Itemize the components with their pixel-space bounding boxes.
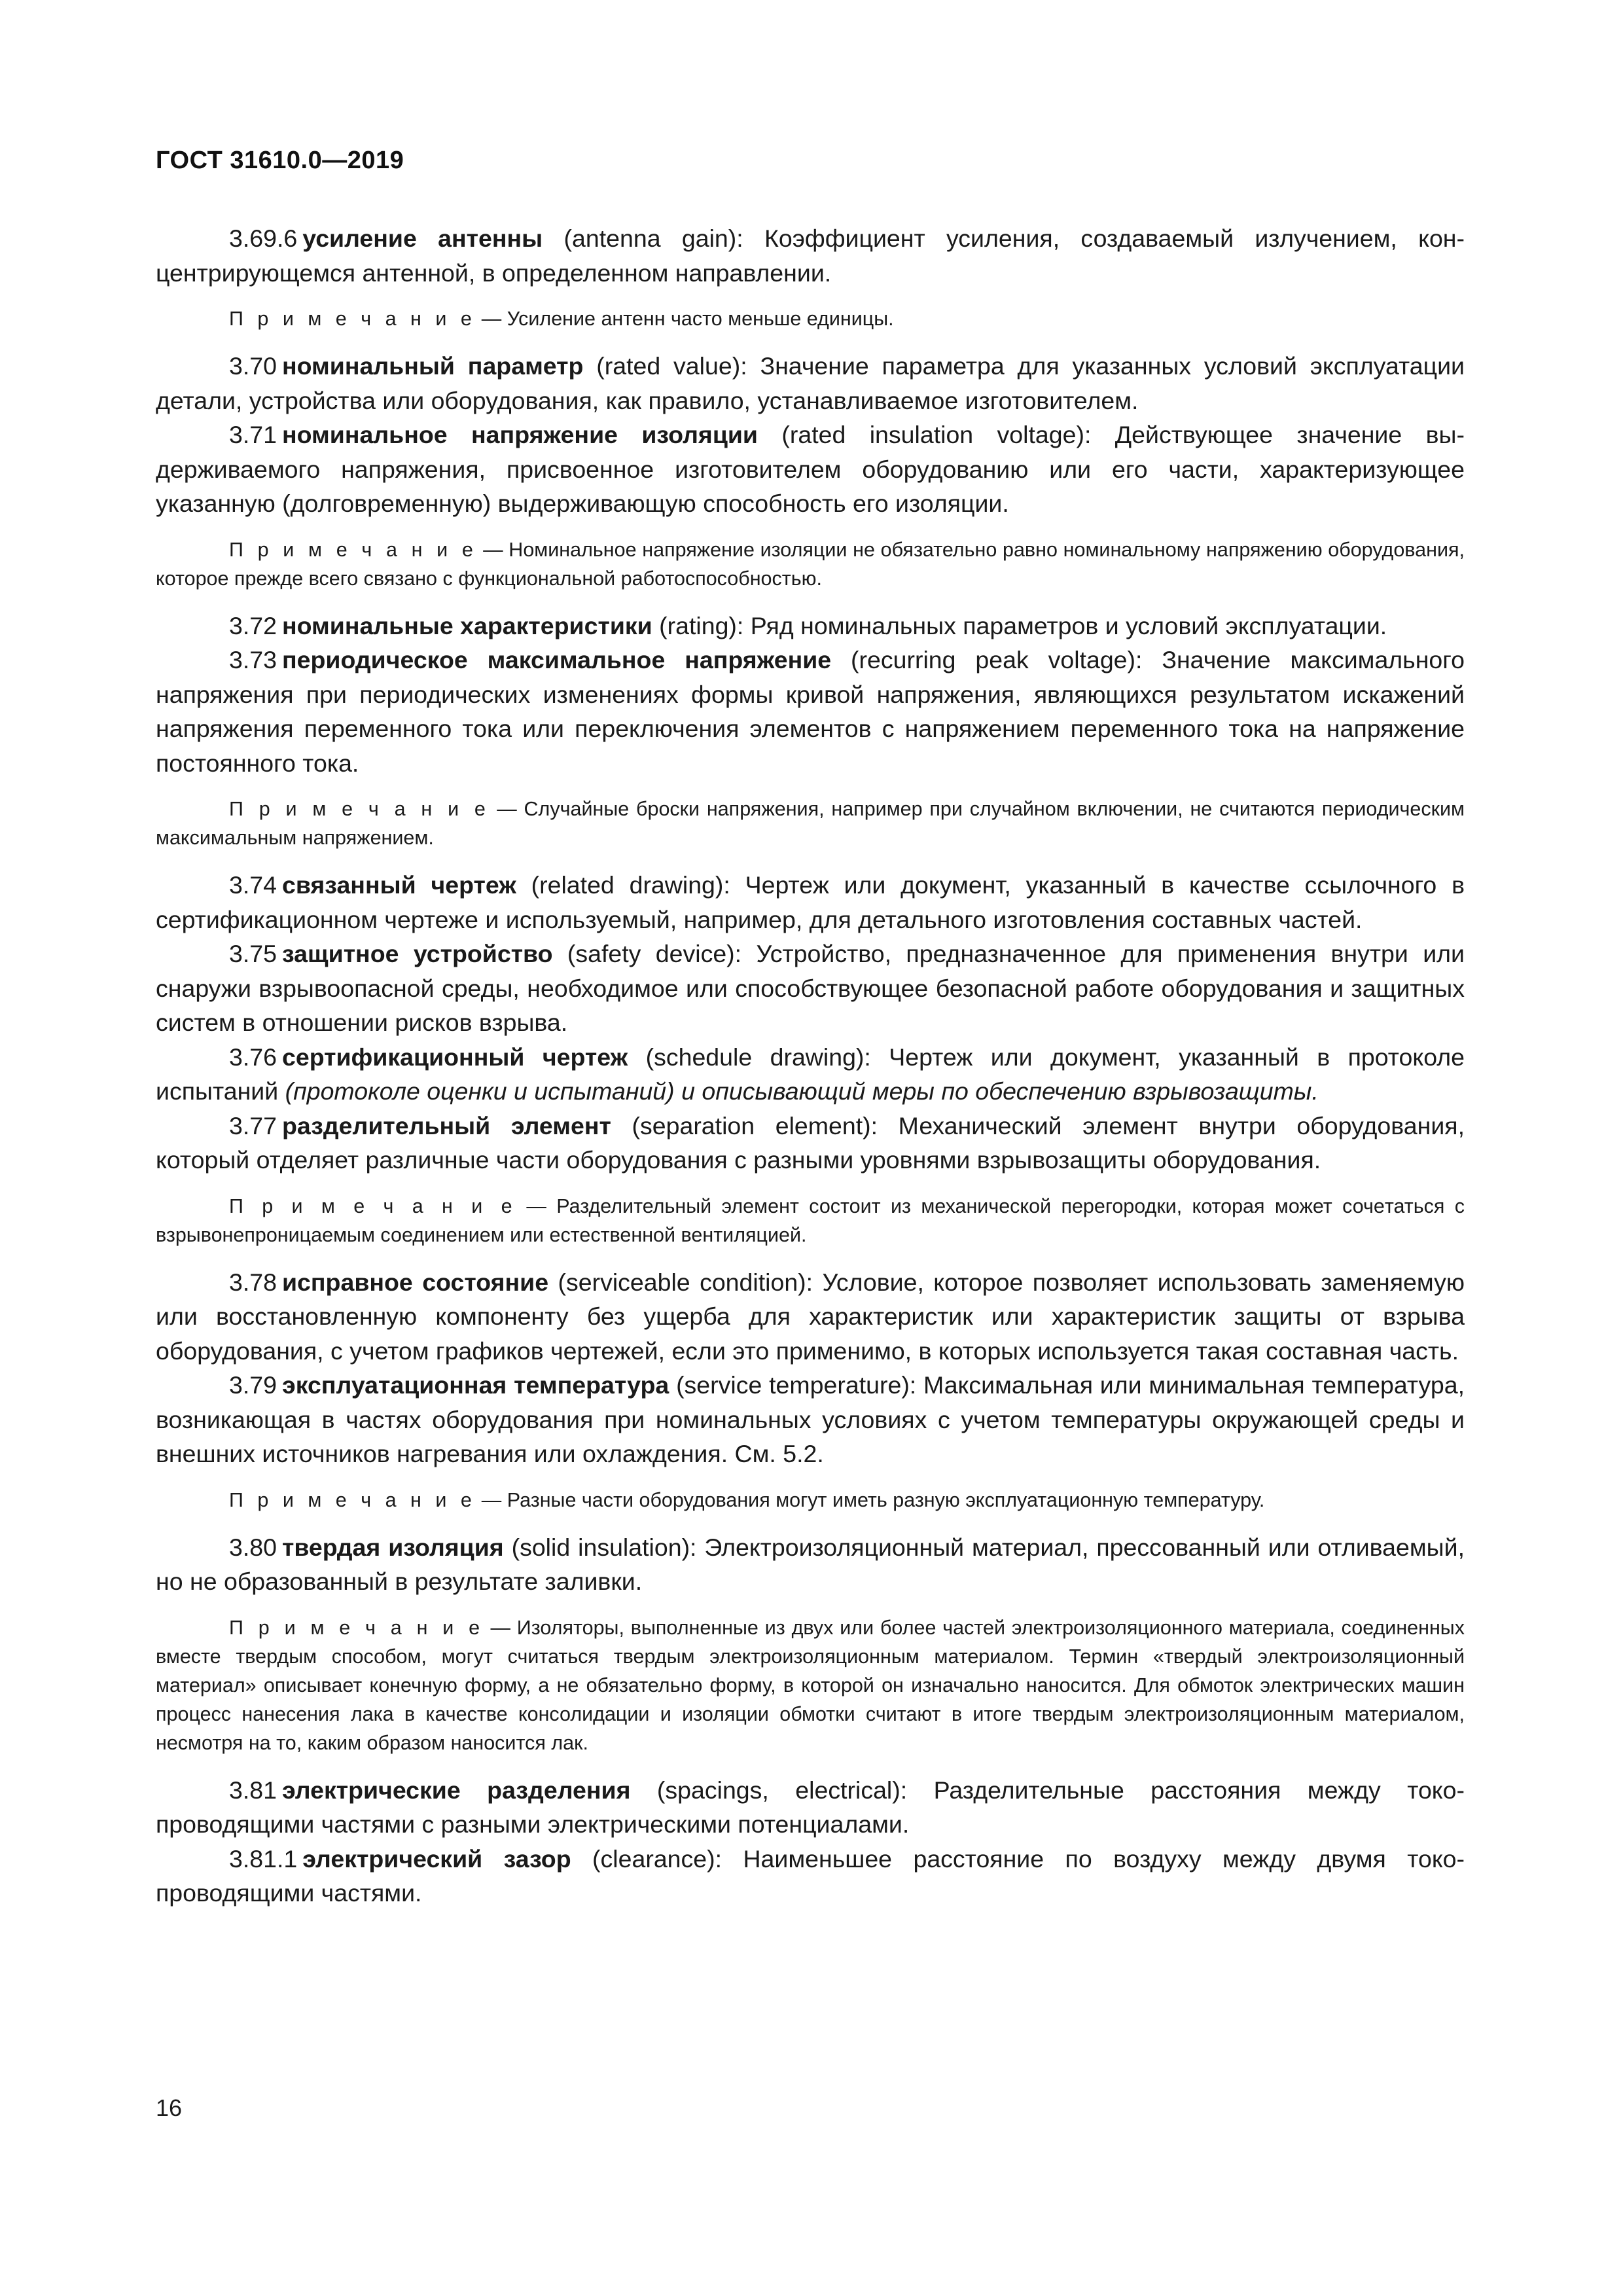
- term-name: эксплуатационная температура: [282, 1371, 669, 1399]
- clause-number: 3.79: [229, 1371, 277, 1399]
- clause-number: 3.75: [229, 940, 277, 967]
- term-definition: (recurring peak voltage): Значение максимального напряжения при периодических изменениях формы кривой напряжения, являющихся результатом искажений напряжения переменного тока или переключения элементов с напряжением переменного тока на напряжение постоянного тока.: [156, 646, 1465, 777]
- clause-number: 3.72: [229, 611, 277, 639]
- term-name: номинальный параметр: [282, 352, 584, 380]
- term-name: твердая изоляция: [282, 1533, 504, 1561]
- note-label: П р и м е ч а н и е: [229, 538, 478, 561]
- clause-number: 3.71: [229, 421, 277, 448]
- term-definition: (rating): Ряд номинальных параметров и условий эксплуатации.: [652, 611, 1387, 639]
- term-name: электрические разделения: [282, 1776, 631, 1804]
- term-definition: (clearance): Наименьшее расстояние по воздуху между двумя токопроводящими частями.: [156, 1844, 1465, 1907]
- term-definition: (rated insulation voltage): Действующее значение выдерживаемого напряжения, присвоенное изготовителем оборудованию или его части, характеризующее указанную (долговременную) выдерживающую способность его изоляции.: [156, 421, 1465, 517]
- term-name: номинальные характеристики: [282, 611, 652, 639]
- term-entry-3-78: [156, 1265, 1465, 1369]
- note-text: — Разные части оборудования могут иметь разную эксплуатационную температуру.: [476, 1488, 1265, 1511]
- term-entry-3-70: [156, 349, 1465, 418]
- term-entry-3-69-6: [156, 221, 1465, 290]
- term-entry-3-77: [156, 1109, 1465, 1177]
- clause-number: 3.74: [229, 871, 277, 899]
- note-text: — Случайные броски напряжения, например при случайном включении, не считаются периодическим максимальным напряжением.: [156, 798, 1465, 849]
- note-3-69-6: [156, 304, 1465, 333]
- term-name: связанный чертеж: [282, 871, 516, 899]
- note-label: П р и м е ч а н и е: [229, 1488, 476, 1511]
- note-text: — Усиление антенн часто меньше единицы.: [476, 308, 894, 330]
- note-text: — Номинальное напряжение изоляции не обязательно равно номинальному напряжению оборудования, которое прежде всего связано с функциональной работоспособностью.: [156, 538, 1465, 590]
- note-label: П р и м е ч а н и е: [229, 1194, 517, 1217]
- note-label: П р и м е ч а н и е: [229, 1616, 484, 1639]
- term-definition: (service temperature): Максимальная или минимальная температура, возникающая в частях оборудования при номинальных условиях с учетом температуры окружающей среды и внешних источников нагревания или охлаждения. См. 5.2.: [156, 1371, 1465, 1467]
- note-text: — Изоляторы, выполненные из двух или более частей электроизоляционного материала, соединенных вместе твердым способом, могут считаться твердым электроизоляционным материалом. Термин «твердый электроизоляционный материал» описывает конечную форму, а не обязательно форму, в которой он изначально наносится. Для обмоток электрических машин процесс нанесения лака в качестве консолидации и изоляции обмотки считают в итоге твердым электроизоляционным материалом, несмотря на то, каким образом наносится лак.: [156, 1616, 1465, 1754]
- note-text: — Разделительный элемент состоит из механической перегородки, которая может сочeтаться с взрывонепроницаемым соединением или естественной вентиляцией.: [156, 1194, 1465, 1246]
- term-name: сертификационный чертеж: [282, 1043, 628, 1071]
- clause-number: 3.81: [229, 1776, 277, 1804]
- clause-number: 3.69.6: [229, 224, 298, 252]
- clause-number: 3.76: [229, 1043, 277, 1071]
- document-body: [156, 221, 1465, 1910]
- note-3-80: [156, 1613, 1465, 1757]
- clause-number: 3.73: [229, 646, 277, 673]
- term-name: усиление антенны: [302, 224, 543, 252]
- term-definition: (serviceable condition): Условие, которое позволяет использовать заменяемую или восстановленную компоненту без ущерба для характеристик или характеристик защиты от взрыва оборудования, с учетом графиков чертежей, если это применимо, в которых используется такая составная часть.: [156, 1268, 1465, 1365]
- term-entry-3-79: [156, 1368, 1465, 1471]
- term-definition: (rated value): Значение параметра для указанных условий эксплуатации детали, устройства или оборудования, как правило, устанавливаемое изготовителем.: [156, 352, 1465, 414]
- note-3-71: [156, 535, 1465, 593]
- term-entry-3-80: [156, 1530, 1465, 1599]
- term-entry-3-76: [156, 1040, 1465, 1109]
- clause-number: 3.81.1: [229, 1844, 298, 1873]
- term-definition-italic: (протоколе оценки и испытаний) и описывающий меры по обеспечению взрывозащиты.: [285, 1077, 1319, 1105]
- note-label: П р и м е ч а н и е: [229, 798, 490, 820]
- term-definition: (separation element): Механический элемент внутри оборудования, который отделяет различные части оборудования с разными уровнями взрывозащиты оборудования.: [156, 1111, 1465, 1174]
- term-definition: (antenna gain): Коэффициент усиления, создаваемый излучением, концентрирующемся антенной, в определенном направлении.: [156, 224, 1465, 287]
- term-entry-3-81: [156, 1773, 1465, 1842]
- note-label: П р и м е ч а н и е: [229, 308, 476, 330]
- note-3-77: [156, 1192, 1465, 1249]
- page-number: 16: [156, 2094, 183, 2121]
- term-definition: (schedule drawing): Чертеж или документ, указанный в протоколе испытаний: [156, 1043, 1465, 1105]
- term-entry-3-81-1: [156, 1842, 1465, 1910]
- standard-header: ГОСТ 31610.0—2019: [156, 147, 404, 174]
- term-entry-3-71: [156, 418, 1465, 521]
- term-entry-3-75: [156, 937, 1465, 1040]
- clause-number: 3.80: [229, 1533, 277, 1561]
- term-entry-3-73: [156, 643, 1465, 780]
- term-definition: (safety device): Устройство, предназначенное для применения внутри или снаружи взрывоопасной среды, необходимое или способствующее безопасной работе оборудования и защитных систем в отношении рисков взрыва.: [156, 940, 1465, 1036]
- term-definition: (related drawing): Чертеж или документ, указанный в качестве ссылочного в сертификационном чертеже и используемый, например, для детального изготовления составных частей.: [156, 871, 1465, 933]
- note-3-73: [156, 795, 1465, 852]
- clause-number: 3.78: [229, 1268, 277, 1296]
- term-entry-3-72: [156, 609, 1465, 643]
- clause-number: 3.77: [229, 1111, 277, 1139]
- term-name: разделительный элемент: [282, 1111, 611, 1139]
- term-entry-3-74: [156, 868, 1465, 937]
- term-name: исправное состояние: [282, 1268, 549, 1296]
- clause-number: 3.70: [229, 352, 277, 380]
- term-definition: (spacings, electrical): Разделительные расстояния между токопроводящими частями с разными электрическими потенциалами.: [156, 1776, 1465, 1838]
- term-definition: (solid insulation): Электроизоляционный материал, прессованный или отливаемый, но не образованный в результате заливки.: [156, 1533, 1465, 1595]
- term-name: электрический зазор: [302, 1844, 571, 1873]
- term-name: номинальное напряжение изоляции: [282, 421, 758, 448]
- term-name: защитное устройство: [282, 940, 553, 967]
- term-name: периодическое максимальное напряжение: [282, 646, 832, 673]
- note-3-79: [156, 1486, 1465, 1515]
